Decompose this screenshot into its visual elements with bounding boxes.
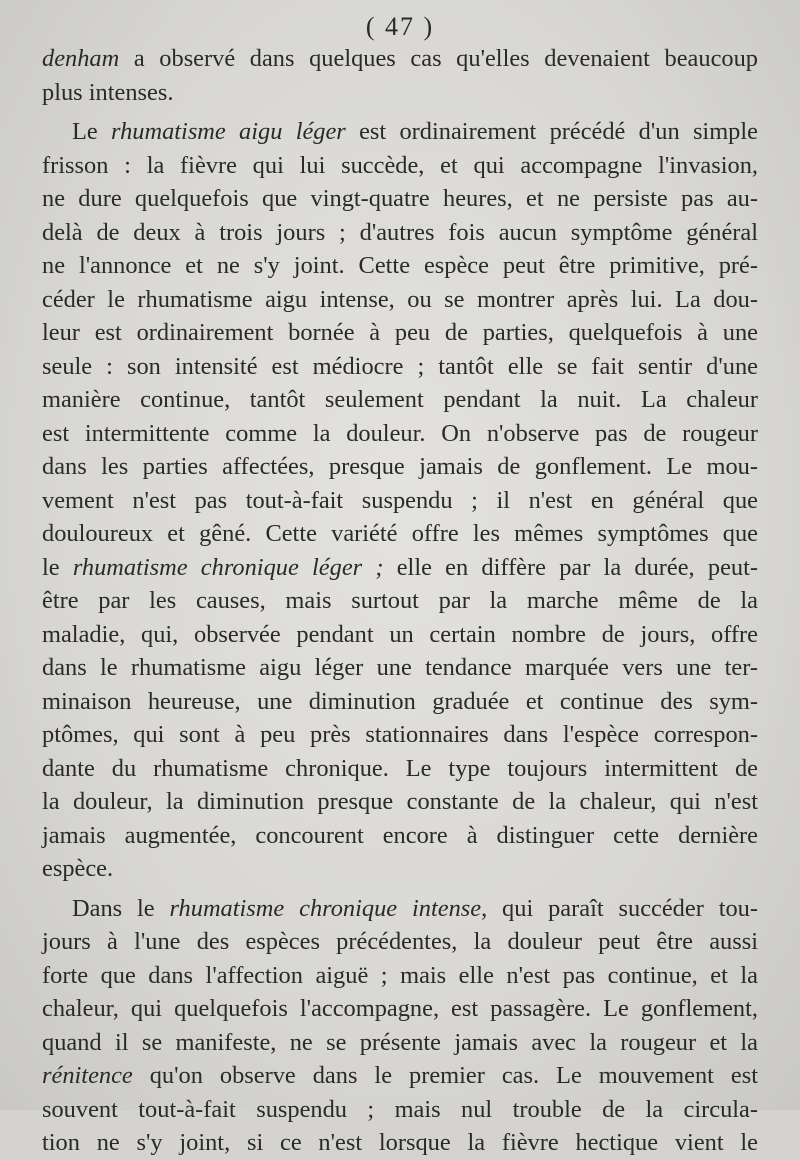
text-run: jours à l'une des espèces précédentes, la douleur peut être aussi xyxy=(42,928,758,955)
text-run: espèce. xyxy=(42,855,114,882)
text-run: , qui paraît succéder tou- xyxy=(481,894,758,922)
text-line xyxy=(42,42,758,76)
text-run: dans les parties affectées, presque jamais de gonflement. Le mou- xyxy=(42,453,758,480)
text-run: leur est ordinairement bornée à peu de parties, quelquefois à une xyxy=(42,319,758,346)
italic-text: rhumatisme chronique léger ; xyxy=(72,553,384,581)
text-run: Dans le xyxy=(72,894,170,922)
text-line xyxy=(42,1126,758,1160)
text-run: la douleur, la diminution presque constante de la chaleur, qui n'est xyxy=(42,788,758,815)
text-line xyxy=(42,752,758,786)
text-line xyxy=(42,1026,758,1060)
paragraph xyxy=(42,115,758,886)
text-run: plus intenses. xyxy=(42,78,174,106)
text-run: dans le rhumatisme aigu léger une tendance marquée vers une ter- xyxy=(42,654,758,681)
text-line xyxy=(42,484,758,518)
text-run: Le xyxy=(72,118,112,145)
text-run: ne dure quelquefois que vingt-quatre heures, et ne persiste pas au- xyxy=(42,185,758,212)
text-run: être par les causes, mais surtout par la marche même de la xyxy=(42,587,758,614)
text-run: quand il se manifeste, ne se présente jamais avec la rougeur et la xyxy=(42,1028,758,1056)
text-run: manière continue, tantôt seulement pendant la nuit. La chaleur xyxy=(42,386,758,413)
text-line xyxy=(42,992,758,1026)
text-line xyxy=(42,892,758,926)
text-run: le xyxy=(42,553,73,581)
text-line xyxy=(42,517,758,551)
text-run: seule : son intensité est médiocre ; tantôt elle se fait sentir d'une xyxy=(42,352,758,380)
text-run: forte que dans l'affection aiguë ; mais elle n'est pas continue, et la xyxy=(42,961,758,989)
text-line xyxy=(42,216,758,250)
text-run: chaleur, qui quelquefois l'accompagne, est passagère. Le gonflement, xyxy=(42,995,758,1022)
text-run: delà de deux à trois jours ; d'autres fois aucun symptôme général xyxy=(42,218,758,246)
text-run: ptômes, qui sont à peu près stationnaires dans l'espèce correspon- xyxy=(42,721,758,748)
text-line xyxy=(42,350,758,384)
text-line xyxy=(42,959,758,993)
text-line xyxy=(42,1059,758,1093)
italic-text: rhumatisme aigu léger xyxy=(111,118,346,145)
paragraph xyxy=(42,892,758,1160)
text-line xyxy=(42,283,758,317)
text-line xyxy=(42,718,758,752)
text-line xyxy=(42,249,758,283)
text-run: frisson : la fièvre qui lui succède, et qui accompagne l'invasion, xyxy=(42,151,758,179)
text-line xyxy=(42,685,758,719)
text-line xyxy=(42,925,758,959)
text-run: souvent tout-à-fait suspendu ; mais nul trouble de la circula- xyxy=(42,1095,758,1123)
italic-text: rhumatisme chronique intense xyxy=(169,894,482,922)
text-line xyxy=(42,450,758,484)
text-line xyxy=(42,551,758,585)
page-number: ( 47 ) xyxy=(365,12,435,41)
text-run: est intermittente comme la douleur. On n'observe pas de rougeur xyxy=(42,419,758,447)
text-run: douloureux et gêné. Cette variété offre les mêmes symptômes que xyxy=(42,520,758,547)
text-line xyxy=(42,651,758,685)
text-line xyxy=(42,182,758,216)
text-line xyxy=(42,115,758,149)
text-line xyxy=(42,618,758,652)
text-line xyxy=(42,417,758,451)
text-line xyxy=(42,1093,758,1127)
page-body-text xyxy=(42,42,758,1160)
italic-text: rénitence xyxy=(42,1062,133,1089)
text-run: vement n'est pas tout-à-fait suspendu ; il n'est en général que xyxy=(42,486,758,514)
text-line xyxy=(42,149,758,183)
text-line xyxy=(42,383,758,417)
text-run: jamais augmentée, concourent encore à distinguer cette dernière xyxy=(42,821,758,849)
text-run: a observé dans quelques cas qu'elles devenaient beaucoup xyxy=(119,45,758,72)
text-run: céder le rhumatisme aigu intense, ou se montrer après lui. La dou- xyxy=(42,285,758,313)
text-run: minaison heureuse, une diminution graduée et continue des sym- xyxy=(42,687,758,715)
text-line xyxy=(42,584,758,618)
text-run: tion ne s'y joint, si ce n'est lorsque la fièvre hectique vient le xyxy=(42,1129,758,1156)
text-run: est ordinairement précédé d'un simple xyxy=(345,118,758,145)
text-run: elle en diffère par la durée, peut- xyxy=(383,553,758,581)
text-line xyxy=(42,76,758,110)
text-line xyxy=(42,852,758,886)
text-line xyxy=(42,316,758,350)
paragraph xyxy=(42,42,758,109)
text-run: qu'on observe dans le premier cas. Le mouvement est xyxy=(132,1062,758,1089)
text-run: ne l'annonce et ne s'y joint. Cette espèce peut être primitive, pré- xyxy=(42,252,758,279)
text-run: maladie, qui, observée pendant un certain nombre de jours, offre xyxy=(42,620,758,648)
italic-text: denham xyxy=(42,45,120,72)
text-run: dante du rhumatisme chronique. Le type toujours intermittent de xyxy=(42,754,758,782)
text-line xyxy=(42,785,758,819)
text-line xyxy=(42,819,758,853)
